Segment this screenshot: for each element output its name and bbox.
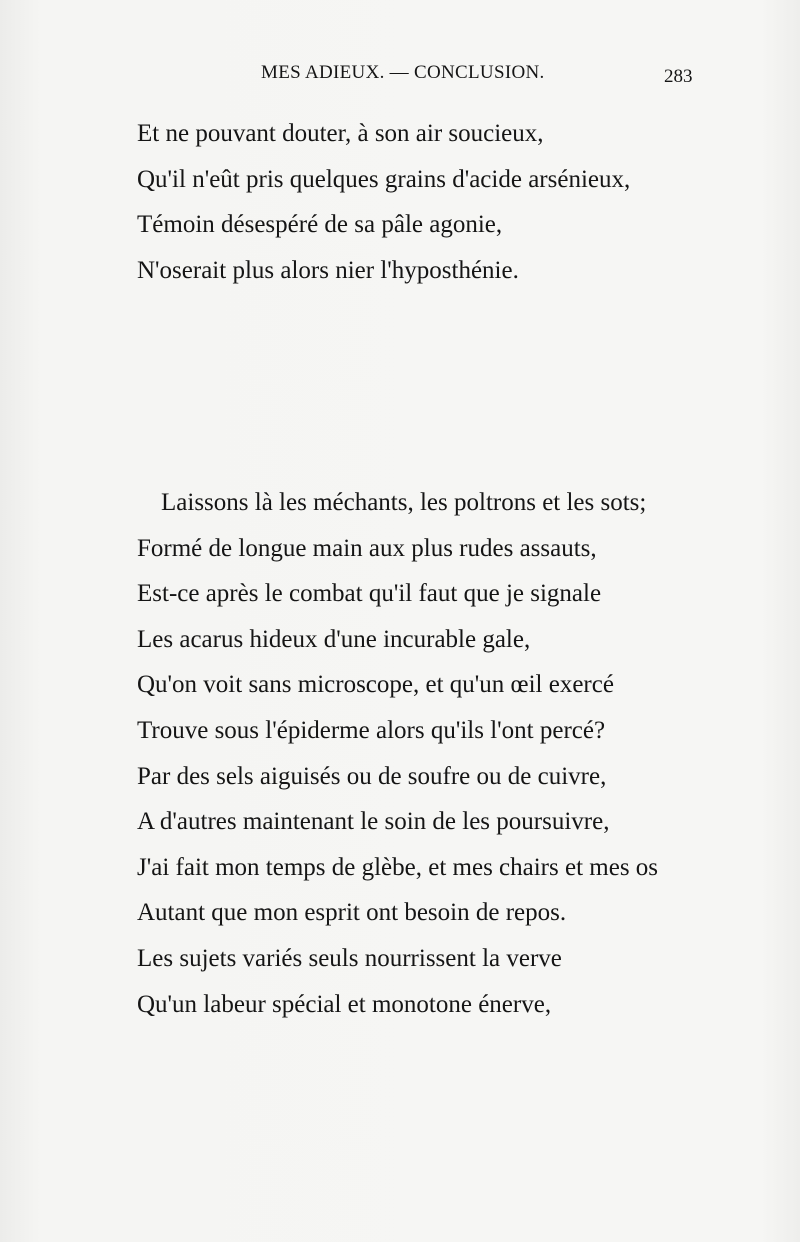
verse-line: Est-ce après le combat qu'il faut que je signale xyxy=(137,580,602,608)
stanza-1 xyxy=(137,111,630,293)
verse-line: Les sujets variés seuls nourrissent la verve xyxy=(137,944,562,972)
verse-line: N'oserait plus alors nier l'hyposthénie. xyxy=(137,256,519,284)
verse-line: Qu'un labeur spécial et monotone énerve, xyxy=(137,990,552,1018)
verse-line: Les acarus hideux d'une incurable gale, xyxy=(137,625,531,653)
verse-line: Formé de longue main aux plus rudes assauts, xyxy=(137,534,597,562)
verse-line: J'ai fait mon temps de glèbe, et mes chairs et mes os xyxy=(137,853,659,881)
verse-line: Laissons là les méchants, les poltrons et les sots; xyxy=(161,489,647,516)
verse-line: A d'autres maintenant le soin de les poursuivre, xyxy=(137,808,610,836)
verse-line: Témoin désespéré de sa pâle agonie, xyxy=(137,211,503,239)
verse-line: Par des sels aiguisés ou de soufre ou de cuivre, xyxy=(137,762,607,790)
stanza-2 xyxy=(137,480,658,1027)
verse-line: Trouve sous l'épiderme alors qu'ils l'ont percé? xyxy=(137,716,606,744)
running-head: MES ADIEUX. — CONCLUSION. xyxy=(261,62,545,83)
verse-line: Autant que mon esprit ont besoin de repos. xyxy=(137,899,567,927)
page-number: 283 xyxy=(664,66,693,87)
verse-line: Qu'il n'eût pris quelques grains d'acide arsénieux, xyxy=(137,165,631,193)
verse-line: Qu'on voit sans microscope, et qu'un œil exercé xyxy=(137,671,614,699)
verse-line: Et ne pouvant douter, à son air soucieux, xyxy=(137,120,544,147)
